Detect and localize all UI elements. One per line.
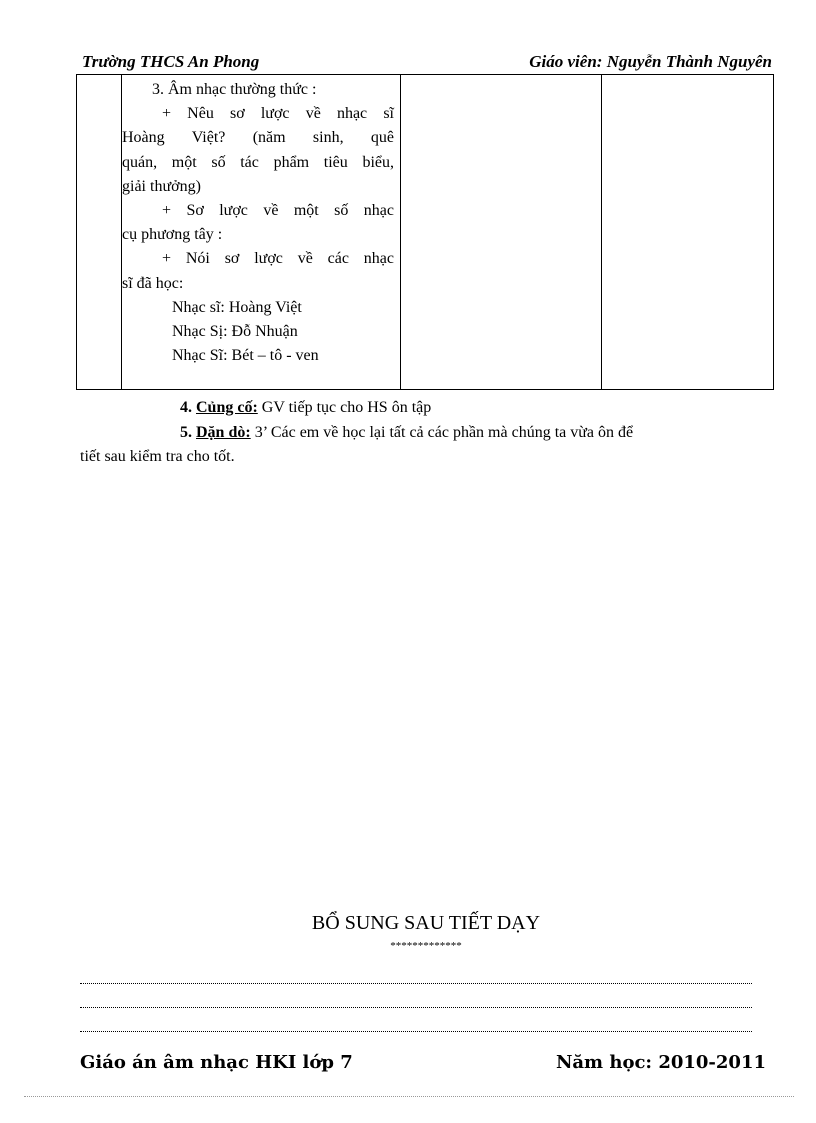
page-header bbox=[80, 52, 774, 75]
dotted-line bbox=[80, 983, 752, 984]
footer-year: Năm học: 2010-2011 bbox=[555, 1052, 766, 1073]
dotted-line bbox=[80, 1031, 752, 1032]
activity-cell bbox=[122, 78, 394, 368]
cell-line: Hoàng Việt? (năm sinh, quê bbox=[122, 129, 394, 147]
item-label: Dặn dò: bbox=[196, 424, 251, 441]
cell-line: + Sơ lược về một số nhạc bbox=[162, 202, 394, 220]
lesson-table bbox=[76, 74, 774, 390]
footer-divider bbox=[24, 1096, 794, 1097]
dotted-line bbox=[80, 1007, 752, 1008]
item-number: 5. bbox=[180, 424, 192, 441]
supplement-stars: ************* bbox=[390, 940, 462, 952]
page-footer bbox=[80, 1052, 766, 1076]
item-label: Củng cố: bbox=[196, 399, 258, 416]
item-homework bbox=[80, 421, 770, 469]
composer-line: Nhạc Sĩ: Bét – tô - ven bbox=[172, 347, 319, 365]
table-divider bbox=[601, 75, 602, 389]
footer-course: Giáo án âm nhạc HKI lớp 7 bbox=[80, 1052, 353, 1073]
item-number: 4. bbox=[180, 399, 192, 416]
table-divider bbox=[400, 75, 401, 389]
school-name: Trường THCS An Phong bbox=[82, 52, 260, 71]
cell-line: quán, một số tác phẩm tiêu biểu, bbox=[122, 153, 394, 171]
item-text-continued: tiết sau kiểm tra cho tốt. bbox=[80, 448, 235, 465]
composer-line: Nhạc Sị: Đỗ Nhuận bbox=[172, 323, 298, 341]
item-text: 3’ Các em về học lại tất cả các phần mà chúng ta vừa ôn để bbox=[250, 424, 634, 441]
cell-line: + Nói sơ lược về các nhạc bbox=[162, 250, 394, 268]
cell-line: giải thưởng) bbox=[122, 177, 201, 195]
teacher-name: Giáo viên: Nguyễn Thành Nguyên bbox=[529, 52, 772, 71]
item-text: GV tiếp tục cho HS ôn tập bbox=[257, 399, 432, 416]
supplement-title: BỔ SUNG SAU TIẾT DẠY bbox=[311, 912, 541, 934]
cell-line: cụ phương tây : bbox=[122, 226, 223, 244]
item-consolidation bbox=[80, 396, 770, 420]
cell-line: + Nêu sơ lược về nhạc sĩ bbox=[162, 105, 394, 123]
cell-line: sĩ đã học: bbox=[122, 274, 184, 292]
section-heading: 3. Âm nhạc thường thức : bbox=[152, 81, 317, 98]
composer-line: Nhạc sĩ: Hoàng Việt bbox=[172, 298, 302, 316]
